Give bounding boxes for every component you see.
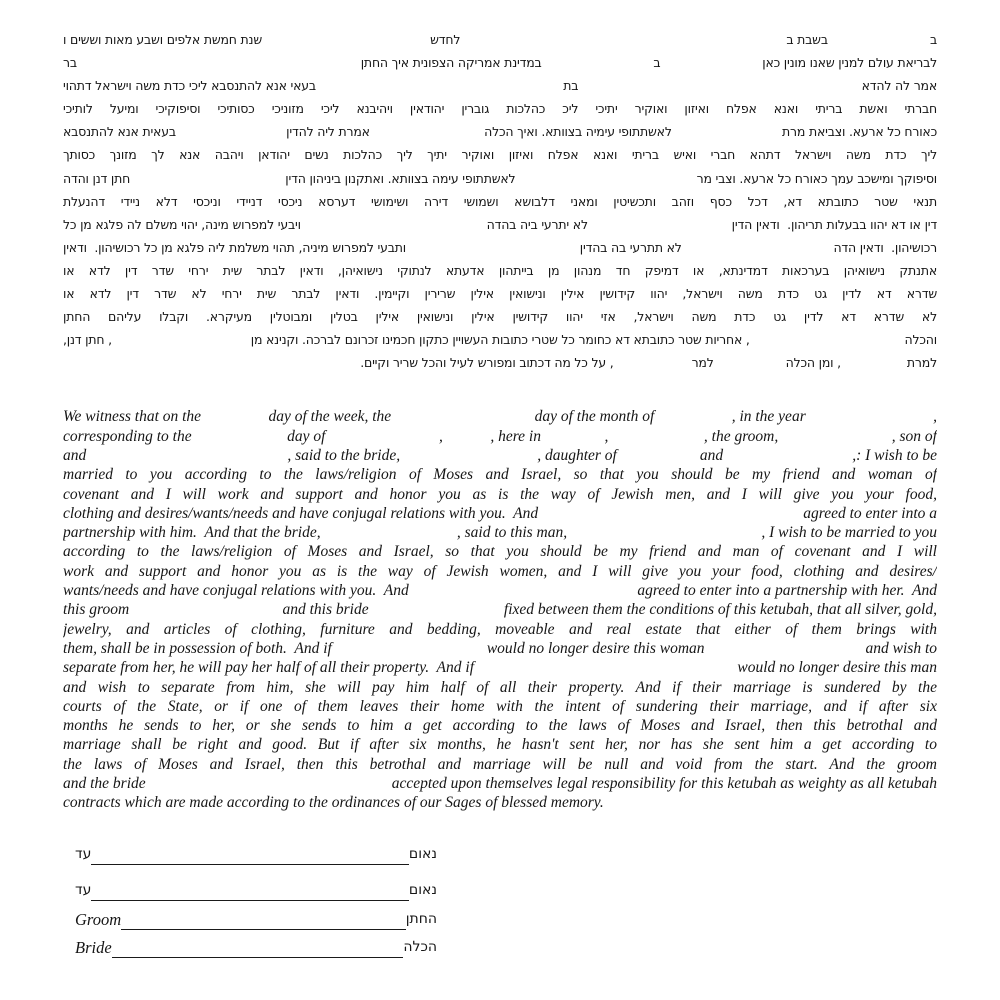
witness-label-2: עד <box>75 881 92 898</box>
english-line-6 <box>63 504 937 523</box>
hebrew-line-13: לא שדרא דא לדין גט כדת משה וישראל, אזי יהוו קידושין אילין ונישואין אילין בטלין ומבוטלין מעיקרא. וקבלו עליהם החתן <box>63 309 937 325</box>
hebrew-line-3 <box>63 74 937 97</box>
witness-declaration-label-2: נאום <box>408 881 437 898</box>
text-segment: בעאית אנא להתנסבא <box>63 124 176 140</box>
text-segment: , <box>604 427 609 445</box>
text-segment: and this bride <box>282 601 369 619</box>
hebrew-line-6: ליך כדת משה וישראל דתהא חברי ואיש בריתי ואנא אפלח ואיזון ואוקיר יתיך ליך כהלכות נשים יהודאן ויהבה אנא לך מזונך כסותך <box>63 147 937 163</box>
english-line-10 <box>63 581 937 600</box>
text-segment: and <box>63 447 87 464</box>
english-line-20 <box>63 774 937 793</box>
text-segment: לא יתרעי ביה בהדה <box>486 216 588 232</box>
text-segment: לאשתתופי עימיה בצוותא. ואיך הכלה <box>484 124 672 140</box>
text-segment: , the groom, <box>703 427 779 445</box>
english-line-8: according to the laws/religion of Moses and Israel, so that you should be my friend and man of covenant and I will <box>63 543 937 561</box>
text-segment: לאשתתופי עימה בצוותא. ואתקנון ביניהון הדין <box>285 170 516 186</box>
groom-row <box>75 906 437 930</box>
text-segment: agreed to enter into a partnership with her. And <box>637 582 937 600</box>
text-segment: , here in <box>490 427 541 445</box>
text-segment: במדינת אמריקה הצפונית איך החתן <box>360 55 542 71</box>
text-segment: , על כל מה דכתוב ומפורש לעיל והכל שריר וקיים. <box>360 355 614 371</box>
bride-signature-line <box>112 939 404 958</box>
witness-signature-line-1 <box>91 846 409 865</box>
english-line-15: and wish to separate from him, she will pay him half of all their property. And if their marriage is sundered by the <box>63 678 937 696</box>
hebrew-line-9 <box>63 213 937 236</box>
english-line-21: contracts which are made according to the ordinances of our Sages of blessed memory. <box>63 794 604 812</box>
witness-label-1: עד <box>75 845 92 862</box>
signature-section <box>75 841 437 958</box>
english-line-17: months he sends to her, or she sends to him a get according to the laws of Moses and Israel, then this betrothal and <box>63 717 937 735</box>
text-segment: , אחריות שטר כתובתא דא כחומר כל שטרי כתובות העשויין כתקון חכמינו זכרונם לברכה. וקנינא מן <box>250 332 750 348</box>
english-line-5: covenant and I will work and support and honor you as is the way of Jewish men, and I will give you your food, <box>63 485 937 503</box>
text-segment: ותבעי למפרוש מיניה, תהוי משלמת ליה פלגא מן כל רכושיהון. ודאין <box>63 239 407 255</box>
text-segment: ויבעי למפרוש מינה, יהוי משלם לה פלגא מן כל <box>63 216 301 232</box>
text-segment: ב <box>653 55 661 71</box>
text-segment: clothing and desires/wants/needs and have conjugal relations with you. And <box>63 504 539 522</box>
hebrew-line-12: שדרא דא לדין גט כדת משה וישראל, יהוו קידושין אילין ונישואין אילין שרירין וקיימין. ודאין לבתר שית ירחי לא שדר דין לדא או <box>63 286 937 302</box>
text-segment: בשבת ב <box>786 32 828 47</box>
groom-signature-line <box>121 911 406 930</box>
text-segment: , said to the bride, <box>287 447 401 464</box>
text-segment: separate from her, he will pay her half of all their property. And if <box>63 659 475 677</box>
bride-label: Bride <box>75 937 112 957</box>
text-segment: fixed between them the conditions of this ketubah, that all silver, gold, <box>503 601 937 619</box>
text-segment: this groom <box>63 601 130 619</box>
english-line-4: married to you according to the laws/religion of Moses and Israel, so that you should be my friend and woman of <box>63 466 937 484</box>
hebrew-line-2 <box>63 51 937 74</box>
text-segment: would no longer desire this man <box>737 659 937 677</box>
text-segment: חתן דנן והדה <box>63 170 131 186</box>
text-segment: , ומן הכלה <box>785 355 841 371</box>
groom-hebrew-label: החתן <box>405 910 437 927</box>
text-segment: agreed to enter into a <box>803 504 937 522</box>
text-segment: לא תתרעי בה בהדין <box>579 239 682 255</box>
text-segment: and wish to <box>865 639 937 657</box>
text-segment: day of the month of <box>534 408 655 426</box>
bride-hebrew-label: הכלה <box>403 938 437 955</box>
english-line-18: marriage shall be right and good. But if after six months, he hasn't sent her, nor has she sent him a get according to <box>63 736 937 754</box>
english-line-19: the laws of Moses and Israel, then this betrothal and marriage will be null and void from the start. And the groom <box>63 755 937 773</box>
english-line-2 <box>63 427 937 446</box>
text-segment: , I wish to be married to you <box>761 524 937 542</box>
text-segment: דין או דא יהוו בבעלות תריהון. ודאין הדין <box>731 216 937 232</box>
witness-row-1 <box>75 841 437 865</box>
text-segment: corresponding to the <box>63 427 192 445</box>
hebrew-text-section <box>63 28 937 374</box>
text-segment: בר <box>63 55 77 71</box>
english-line-3 <box>63 446 937 465</box>
witness-signature-line-2 <box>91 882 409 901</box>
text-segment: and the bride <box>63 775 146 793</box>
ketubah-document <box>63 28 937 958</box>
witness-declaration-label-1: נאום <box>408 845 437 862</box>
text-segment: , daughter of <box>537 447 617 464</box>
text-segment: day of <box>287 427 326 445</box>
text-segment: לחדש <box>430 32 461 47</box>
text-segment: would no longer desire this woman <box>486 639 705 657</box>
english-line-9: work and support and honor you as is the way of Jewish women, and I will give you your food, clothing and desires/ <box>63 562 937 580</box>
english-line-12: jewelry, and articles of clothing, furniture and bedding, moveable and real estate that either of them brings with <box>63 620 937 638</box>
text-segment: לבריאת עולם למנין שאנו מונין כאן <box>762 55 937 71</box>
text-segment: בעאי אנא להתנסבא ליכי כדת משה וישראל דתהוי <box>63 78 316 94</box>
text-segment: ב <box>929 32 937 47</box>
english-line-16: courts of the State, or if one of them leaves their home with the intent of sundering their marriage, and if after six <box>63 697 937 715</box>
text-segment: , <box>438 427 443 445</box>
english-line-11 <box>63 600 937 619</box>
text-segment: , in the year <box>731 408 806 426</box>
english-line-14 <box>63 658 937 677</box>
text-segment: , said to this man, <box>456 524 568 542</box>
text-segment: , חתן דנן, <box>63 332 112 348</box>
text-segment: them, shall be in possession of both. And if <box>63 639 332 657</box>
text-segment: והכלה <box>904 332 937 348</box>
text-segment: wants/needs and have conjugal relations with you. And <box>63 582 409 600</box>
text-segment: ,: I wish to be <box>852 447 937 464</box>
english-line-13 <box>63 639 937 658</box>
text-segment: אמרת ליה להדין <box>286 124 370 140</box>
groom-label: Groom <box>75 909 122 929</box>
text-segment: accepted upon themselves legal responsibility for this ketubah as weighty as all ketubah <box>391 775 937 793</box>
hebrew-line-15 <box>63 351 937 374</box>
text-segment: and <box>699 447 724 464</box>
text-segment: We witness that on the <box>63 408 202 426</box>
english-line-7 <box>63 523 937 542</box>
bride-row <box>75 934 437 958</box>
english-text-section <box>63 407 937 812</box>
text-segment: למר <box>691 355 714 371</box>
hebrew-line-11: אתנתק נישואיהן בערכאות דמדינתא, או דמיפק חד מנהון מן בייתהון אדעתא לנתוקי נישואיהן, ודאין לבתר שית ירחי שדר דין לדא או <box>63 262 937 278</box>
text-segment: רכושיהון. ודאין הדה <box>833 239 937 255</box>
hebrew-line-4: חברתי ואשת בריתי ואנא אפלח ואיזון ואוקיר יתיכי ליכ כהלכות גוברין יהודאין ויהיבנא ליכי מזוניכי כסותיכי וסיפוקיכי ומיעל לותיכי <box>63 101 937 117</box>
text-segment: וסיפוקך ומישכב עמך כאורח כל ארעא. וצבי מר <box>696 170 937 186</box>
english-line-1 <box>63 407 937 426</box>
hebrew-line-5 <box>63 120 937 143</box>
hebrew-line-1 <box>63 28 937 51</box>
witness-row-2 <box>75 877 437 901</box>
hebrew-line-8: תנאי שטר כתובתא דא, דכל כסף וזהב ותכשיטין ומאני דלבושא ושמושי דירה ושימושי דערסא ניכסי דניידי וניכסי דלא ניידי דהנעלת <box>63 193 937 209</box>
hebrew-line-7 <box>63 167 937 190</box>
text-segment: day of the week, the <box>268 408 392 426</box>
text-segment: , <box>933 408 937 426</box>
text-segment: , son of <box>891 427 937 445</box>
text-segment: שנת חמשת אלפים ושבע מאות וששים ו <box>63 32 262 47</box>
text-segment: partnership with him. And that the bride, <box>63 524 321 542</box>
text-segment: למרת <box>906 355 937 371</box>
text-segment: כאורח כל ארעא. וצביאת מרת <box>782 124 937 140</box>
text-segment: בת <box>563 78 579 94</box>
hebrew-line-14 <box>63 328 937 351</box>
hebrew-line-10 <box>63 236 937 259</box>
text-segment: אמר לה להדא <box>861 78 937 94</box>
